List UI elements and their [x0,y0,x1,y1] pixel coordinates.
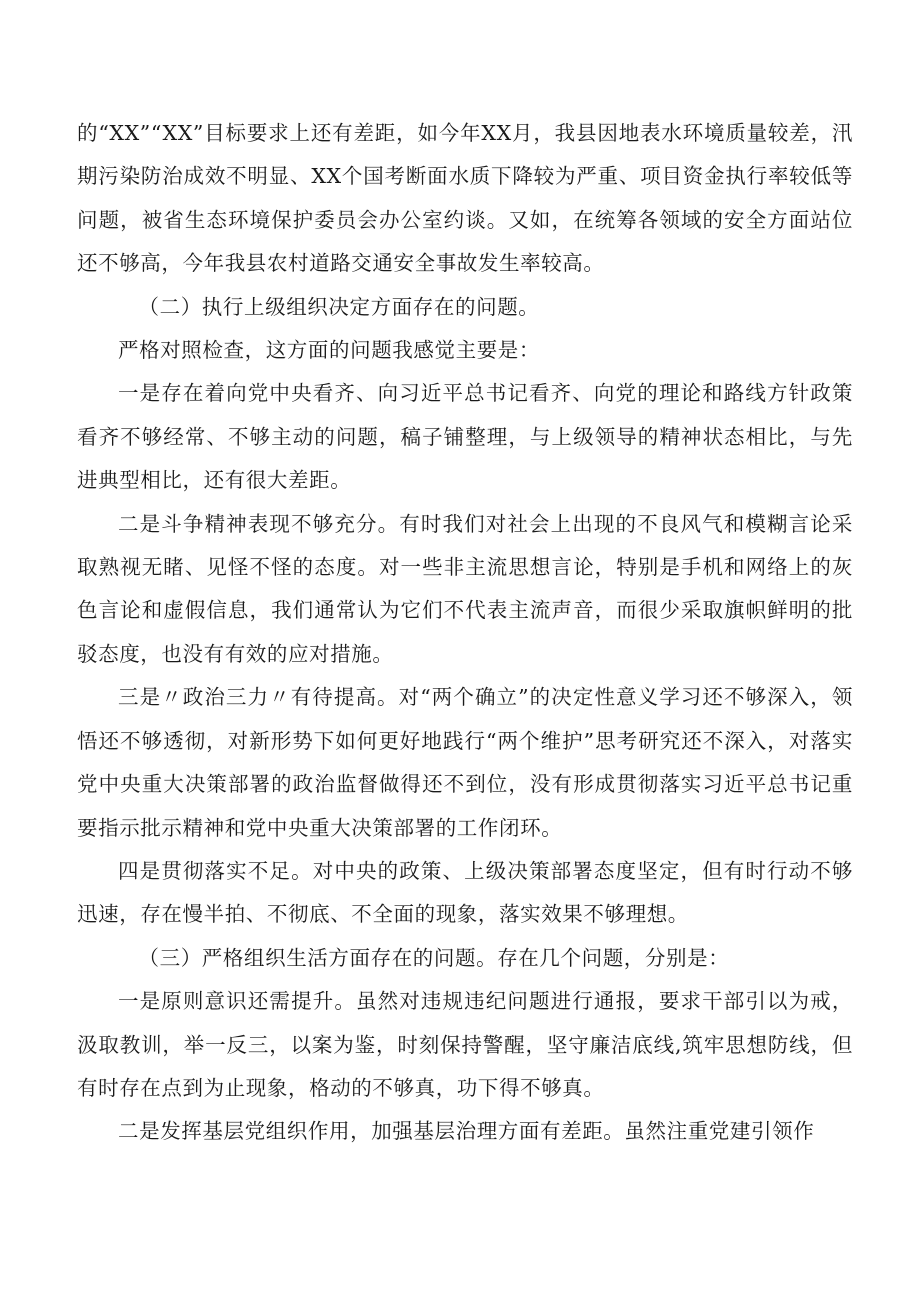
paragraph: 四是贯彻落实不足。对中央的政策、上级决策部署态度坚定，但有时行动不够迅速，存在慢半拍、不彻底、不全面的现象，落实效果不够理想。 [77,858,853,927]
paragraph: 二是斗争精神表现不够充分。有时我们对社会上出现的不良风气和模糊言论采取熟视无睹、见怪不怪的态度。对一些非主流思想言论，特别是手机和网络上的灰色言论和虚假信息，我们通常认为它们不代表主流声音，而很少采取旗帜鲜明的批驳态度，也没有有效的应对措施。 [77,511,853,666]
paragraph-continuation: 的“XX”“XX”目标要求上还有差距，如今年XX月，我县因地表水环境质量较差，汛期污染防治成效不明显、XX个国考断面水质下降较为严重、项目资金执行率较低等问题，被省生态环境保护委员会办公室约谈。又如，在统筹各领域的安全方面站位还不够高，今年我县农村道路交通安全事故发生率较高。 [77,121,853,276]
paragraph: 一是原则意识还需提升。虽然对违规违纪问题进行通报，要求干部引以为戒，汲取教训，举一反三，以案为鉴，时刻保持警醒，坚守廉洁底线,筑牢思想防线，但有时存在点到为止现象，格动的不够真，功下得不够真。 [77,989,853,1100]
paragraph: 严格对照检查，这方面的问题我感觉主要是： [118,338,540,363]
paragraph: 三是〃政治三力〃有待提高。对“两个确立”的决定性意义学习还不够深入，领悟还不够透彻，对新形势下如何更好地践行“两个维护”思考研究还不深入，对落实党中央重大决策部署的政治监督做得还不到位，没有形成贯彻落实习近平总书记重要指示批示精神和党中央重大决策部署的工作闭环。 [77,685,853,840]
paragraph: 一是存在着向党中央看齐、向习近平总书记看齐、向党的理论和路线方针政策看齐不够经常、不够主动的问题，稿子铺整理，与上级领导的精神状态相比，与先进典型相比，还有很大差距。 [77,381,853,493]
document-body [77,112,853,1154]
section-heading-two: （二）执行上级组织决定方面存在的问题。 [138,294,540,319]
paragraph: 二是发挥基层党组织作用，加强基层治理方面有差距。虽然注重党建引领作 [118,1119,815,1144]
section-heading-three: （三）严格组织生活方面存在的问题。存在几个问题，分别是： [138,945,730,970]
